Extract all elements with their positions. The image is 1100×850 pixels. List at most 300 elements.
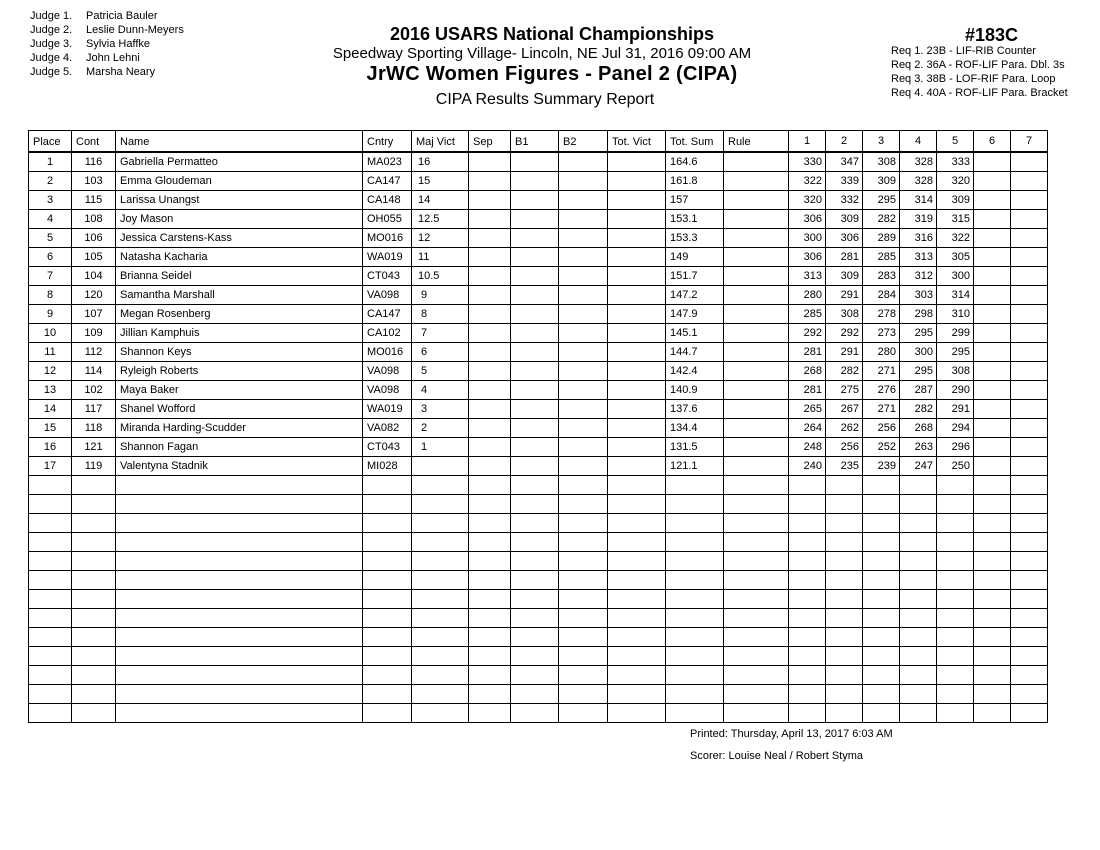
empty-cell [937, 571, 974, 590]
judge-score-cell: 264 [789, 419, 826, 438]
b1-cell [511, 248, 559, 267]
empty-cell [1011, 476, 1048, 495]
name-cell: Jessica Carstens-Kass [116, 229, 363, 248]
judge-score-cell: 316 [900, 229, 937, 248]
empty-cell [789, 647, 826, 666]
empty-cell [666, 476, 724, 495]
judge-score-cell: 315 [937, 210, 974, 229]
empty-cell [789, 514, 826, 533]
empty-cell [974, 476, 1011, 495]
tot-sum-cell: 142.4 [666, 362, 724, 381]
column-header: 4 [900, 131, 937, 153]
judge-score-cell: 309 [826, 210, 863, 229]
b2-cell [559, 248, 608, 267]
empty-cell [724, 704, 789, 723]
place-cell: 14 [29, 400, 72, 419]
country-cell: CA148 [363, 191, 412, 210]
empty-cell [363, 628, 412, 647]
rule-cell [724, 324, 789, 343]
tot-sum-cell: 140.9 [666, 381, 724, 400]
tot-sum-cell: 147.2 [666, 286, 724, 305]
contestant-cell: 119 [72, 457, 116, 476]
rule-cell [724, 305, 789, 324]
empty-cell [724, 628, 789, 647]
judge-score-cell [1011, 152, 1048, 172]
empty-cell [1011, 666, 1048, 685]
place-cell: 1 [29, 152, 72, 172]
maj-vict-cell: 6 [412, 343, 469, 362]
empty-cell [29, 495, 72, 514]
country-cell: MI028 [363, 457, 412, 476]
rule-cell [724, 381, 789, 400]
judge-score-cell [974, 286, 1011, 305]
contestant-cell: 115 [72, 191, 116, 210]
place-cell: 16 [29, 438, 72, 457]
judge-score-cell: 280 [789, 286, 826, 305]
judge-score-cell [1011, 191, 1048, 210]
judge-score-cell: 314 [937, 286, 974, 305]
table-row [29, 229, 1048, 248]
judge-score-cell: 309 [863, 172, 900, 191]
place-cell: 10 [29, 324, 72, 343]
tot-sum-cell: 145.1 [666, 324, 724, 343]
empty-cell [608, 590, 666, 609]
empty-cell [469, 704, 511, 723]
venue-line: Speedway Sporting Village- Lincoln, NE Jul 31, 2016 09:00 AM [332, 45, 752, 62]
empty-cell [29, 590, 72, 609]
b2-cell [559, 229, 608, 248]
judge-score-cell: 294 [937, 419, 974, 438]
empty-cell [72, 552, 116, 571]
results-table [28, 130, 1048, 723]
empty-cell [1011, 552, 1048, 571]
b2-cell [559, 438, 608, 457]
name-cell: Maya Baker [116, 381, 363, 400]
empty-cell [469, 571, 511, 590]
b1-cell [511, 210, 559, 229]
empty-row [29, 685, 1048, 704]
maj-vict-cell: 15 [412, 172, 469, 191]
empty-cell [900, 609, 937, 628]
empty-cell [511, 552, 559, 571]
empty-cell [666, 609, 724, 628]
empty-cell [29, 476, 72, 495]
empty-cell [608, 685, 666, 704]
judge-1: Judge 1. Patricia Bauler [30, 10, 158, 22]
empty-cell [900, 571, 937, 590]
place-cell: 4 [29, 210, 72, 229]
empty-cell [559, 590, 608, 609]
judge-score-cell: 267 [826, 400, 863, 419]
maj-vict-cell [412, 457, 469, 476]
empty-cell [116, 552, 363, 571]
country-cell: MO016 [363, 229, 412, 248]
rule-cell [724, 400, 789, 419]
sep-cell [469, 305, 511, 324]
requirements-list [891, 44, 1068, 100]
empty-cell [789, 552, 826, 571]
country-cell: MO016 [363, 343, 412, 362]
rule-cell [724, 438, 789, 457]
empty-cell [29, 685, 72, 704]
empty-cell [1011, 514, 1048, 533]
name-cell: Ryleigh Roberts [116, 362, 363, 381]
contestant-cell: 108 [72, 210, 116, 229]
tot-vict-cell [608, 248, 666, 267]
judge-score-cell: 339 [826, 172, 863, 191]
empty-cell [789, 685, 826, 704]
empty-cell [900, 647, 937, 666]
judge-score-cell: 282 [863, 210, 900, 229]
contestant-cell: 107 [72, 305, 116, 324]
judge-score-cell [1011, 438, 1048, 457]
empty-cell [900, 476, 937, 495]
empty-cell [29, 628, 72, 647]
rule-cell [724, 457, 789, 476]
empty-cell [826, 571, 863, 590]
empty-cell [826, 647, 863, 666]
judge-score-cell: 312 [900, 267, 937, 286]
empty-cell [608, 514, 666, 533]
requirement-1: Req 1. 23B - LIF-RIB Counter [891, 45, 1036, 57]
judge-3: Judge 3. Sylvia Haffke [30, 38, 150, 50]
b2-cell [559, 267, 608, 286]
tot-vict-cell [608, 324, 666, 343]
empty-cell [412, 628, 469, 647]
tot-vict-cell [608, 343, 666, 362]
empty-cell [511, 628, 559, 647]
judge-score-cell: 235 [826, 457, 863, 476]
empty-cell [937, 476, 974, 495]
empty-cell [937, 685, 974, 704]
place-cell: 7 [29, 267, 72, 286]
table-row [29, 362, 1048, 381]
judge-score-cell [1011, 419, 1048, 438]
place-cell: 6 [29, 248, 72, 267]
judge-score-cell: 263 [900, 438, 937, 457]
empty-cell [363, 704, 412, 723]
judge-score-cell: 292 [789, 324, 826, 343]
empty-cell [724, 514, 789, 533]
empty-cell [863, 533, 900, 552]
empty-cell [863, 476, 900, 495]
judge-score-cell [1011, 229, 1048, 248]
b1-cell [511, 286, 559, 305]
empty-cell [511, 514, 559, 533]
name-cell: Shannon Fagan [116, 438, 363, 457]
empty-cell [412, 476, 469, 495]
tot-vict-cell [608, 229, 666, 248]
table-row [29, 210, 1048, 229]
empty-cell [363, 666, 412, 685]
empty-cell [863, 704, 900, 723]
column-header: 3 [863, 131, 900, 153]
sep-cell [469, 267, 511, 286]
judge-score-cell: 319 [900, 210, 937, 229]
sep-cell [469, 229, 511, 248]
empty-cell [116, 628, 363, 647]
empty-cell [72, 590, 116, 609]
judge-score-cell: 271 [863, 362, 900, 381]
b2-cell [559, 400, 608, 419]
maj-vict-cell: 4 [412, 381, 469, 400]
empty-cell [29, 533, 72, 552]
empty-cell [974, 647, 1011, 666]
empty-row [29, 495, 1048, 514]
place-cell: 17 [29, 457, 72, 476]
tot-vict-cell [608, 172, 666, 191]
empty-cell [412, 609, 469, 628]
maj-vict-cell: 5 [412, 362, 469, 381]
empty-cell [116, 666, 363, 685]
empty-cell [559, 533, 608, 552]
empty-cell [559, 647, 608, 666]
table-row [29, 191, 1048, 210]
b1-cell [511, 457, 559, 476]
empty-row [29, 647, 1048, 666]
column-header: Maj Vict [412, 131, 469, 153]
empty-cell [1011, 685, 1048, 704]
empty-cell [511, 647, 559, 666]
name-cell: Emma Gloudeman [116, 172, 363, 191]
rule-cell [724, 248, 789, 267]
place-cell: 12 [29, 362, 72, 381]
column-header: Rule [724, 131, 789, 153]
rule-cell [724, 229, 789, 248]
empty-cell [412, 533, 469, 552]
maj-vict-cell: 10.5 [412, 267, 469, 286]
empty-cell [789, 628, 826, 647]
empty-cell [469, 647, 511, 666]
table-row [29, 172, 1048, 191]
empty-cell [974, 552, 1011, 571]
contestant-cell: 104 [72, 267, 116, 286]
sep-cell [469, 286, 511, 305]
judge-score-cell [974, 362, 1011, 381]
maj-vict-cell: 3 [412, 400, 469, 419]
empty-cell [937, 514, 974, 533]
judge-2: Judge 2. Leslie Dunn-Meyers [30, 24, 184, 36]
empty-cell [974, 495, 1011, 514]
sep-cell [469, 419, 511, 438]
empty-cell [974, 685, 1011, 704]
empty-cell [608, 666, 666, 685]
empty-row [29, 571, 1048, 590]
empty-cell [724, 495, 789, 514]
empty-cell [29, 647, 72, 666]
tot-vict-cell [608, 152, 666, 172]
table-row [29, 381, 1048, 400]
b1-cell [511, 191, 559, 210]
empty-cell [1011, 628, 1048, 647]
judge-score-cell [974, 457, 1011, 476]
empty-cell [116, 571, 363, 590]
judge-score-cell [1011, 210, 1048, 229]
judge-score-cell: 295 [900, 362, 937, 381]
judge-score-cell: 298 [900, 305, 937, 324]
contestant-cell: 114 [72, 362, 116, 381]
judge-score-cell: 322 [937, 229, 974, 248]
rule-cell [724, 152, 789, 172]
judge-score-cell: 285 [789, 305, 826, 324]
empty-cell [559, 476, 608, 495]
judge-score-cell: 252 [863, 438, 900, 457]
empty-cell [974, 533, 1011, 552]
empty-cell [937, 647, 974, 666]
empty-cell [608, 495, 666, 514]
empty-cell [469, 666, 511, 685]
tot-vict-cell [608, 210, 666, 229]
empty-cell [363, 552, 412, 571]
empty-cell [789, 590, 826, 609]
judge-score-cell: 320 [789, 191, 826, 210]
empty-cell [363, 514, 412, 533]
event-number: #183C [965, 25, 1019, 45]
b2-cell [559, 305, 608, 324]
empty-cell [974, 609, 1011, 628]
empty-cell [863, 647, 900, 666]
b2-cell [559, 172, 608, 191]
b2-cell [559, 210, 608, 229]
empty-cell [363, 647, 412, 666]
empty-row [29, 628, 1048, 647]
empty-cell [789, 666, 826, 685]
report-title: CIPA Results Summary Report [435, 91, 655, 108]
tot-vict-cell [608, 191, 666, 210]
empty-cell [469, 514, 511, 533]
judge-score-cell: 299 [937, 324, 974, 343]
empty-cell [863, 685, 900, 704]
tot-sum-cell: 161.8 [666, 172, 724, 191]
judge-score-cell: 308 [937, 362, 974, 381]
tot-sum-cell: 144.7 [666, 343, 724, 362]
place-cell: 3 [29, 191, 72, 210]
empty-cell [608, 609, 666, 628]
empty-cell [900, 552, 937, 571]
empty-cell [511, 590, 559, 609]
contestant-cell: 112 [72, 343, 116, 362]
empty-cell [29, 514, 72, 533]
b2-cell [559, 419, 608, 438]
empty-cell [511, 685, 559, 704]
column-header: 1 [789, 131, 826, 153]
empty-cell [29, 609, 72, 628]
country-cell: CA147 [363, 305, 412, 324]
judge-score-cell: 262 [826, 419, 863, 438]
country-cell: VA098 [363, 362, 412, 381]
empty-cell [863, 628, 900, 647]
empty-cell [511, 609, 559, 628]
judge-score-cell: 313 [789, 267, 826, 286]
judge-score-cell [1011, 343, 1048, 362]
judge-score-cell: 265 [789, 400, 826, 419]
empty-cell [72, 666, 116, 685]
country-cell: CT043 [363, 267, 412, 286]
country-cell: WA019 [363, 400, 412, 419]
empty-cell [412, 514, 469, 533]
empty-cell [469, 628, 511, 647]
tot-sum-cell: 157 [666, 191, 724, 210]
judge-score-cell: 256 [826, 438, 863, 457]
judge-score-cell: 281 [789, 381, 826, 400]
empty-cell [116, 495, 363, 514]
empty-cell [116, 590, 363, 609]
name-cell: Megan Rosenberg [116, 305, 363, 324]
judge-score-cell: 308 [863, 152, 900, 172]
b2-cell [559, 362, 608, 381]
column-header: 6 [974, 131, 1011, 153]
empty-cell [937, 533, 974, 552]
empty-cell [511, 704, 559, 723]
empty-cell [559, 495, 608, 514]
empty-cell [666, 647, 724, 666]
empty-cell [1011, 704, 1048, 723]
empty-cell [826, 495, 863, 514]
empty-cell [937, 628, 974, 647]
rule-cell [724, 191, 789, 210]
tot-vict-cell [608, 400, 666, 419]
empty-cell [900, 704, 937, 723]
name-cell: Joy Mason [116, 210, 363, 229]
sep-cell [469, 191, 511, 210]
empty-cell [72, 685, 116, 704]
judge-score-cell [1011, 324, 1048, 343]
b1-cell [511, 305, 559, 324]
maj-vict-cell: 16 [412, 152, 469, 172]
empty-cell [826, 609, 863, 628]
place-cell: 9 [29, 305, 72, 324]
sep-cell [469, 210, 511, 229]
empty-cell [72, 628, 116, 647]
empty-cell [1011, 571, 1048, 590]
tot-vict-cell [608, 267, 666, 286]
b2-cell [559, 191, 608, 210]
column-header: B2 [559, 131, 608, 153]
empty-cell [559, 628, 608, 647]
empty-cell [666, 571, 724, 590]
name-cell: Shannon Keys [116, 343, 363, 362]
tot-sum-cell: 149 [666, 248, 724, 267]
empty-cell [608, 533, 666, 552]
table-row [29, 324, 1048, 343]
b1-cell [511, 400, 559, 419]
empty-cell [608, 476, 666, 495]
empty-cell [789, 476, 826, 495]
empty-cell [469, 552, 511, 571]
empty-cell [724, 590, 789, 609]
name-cell: Gabriella Permatteo [116, 152, 363, 172]
empty-cell [937, 590, 974, 609]
empty-row [29, 476, 1048, 495]
tot-vict-cell [608, 286, 666, 305]
judge-score-cell: 332 [826, 191, 863, 210]
empty-row [29, 609, 1048, 628]
empty-cell [826, 533, 863, 552]
name-cell: Valentyna Stadnik [116, 457, 363, 476]
judge-score-cell: 314 [900, 191, 937, 210]
empty-cell [608, 571, 666, 590]
country-cell: WA019 [363, 248, 412, 267]
rule-cell [724, 210, 789, 229]
judge-score-cell: 303 [900, 286, 937, 305]
empty-cell [826, 685, 863, 704]
sep-cell [469, 362, 511, 381]
empty-cell [116, 476, 363, 495]
table-row [29, 305, 1048, 324]
judge-score-cell: 280 [863, 343, 900, 362]
tot-sum-cell: 147.9 [666, 305, 724, 324]
requirement-2: Req 2. 36A - ROF-LIF Para. Dbl. 3s [891, 59, 1065, 71]
